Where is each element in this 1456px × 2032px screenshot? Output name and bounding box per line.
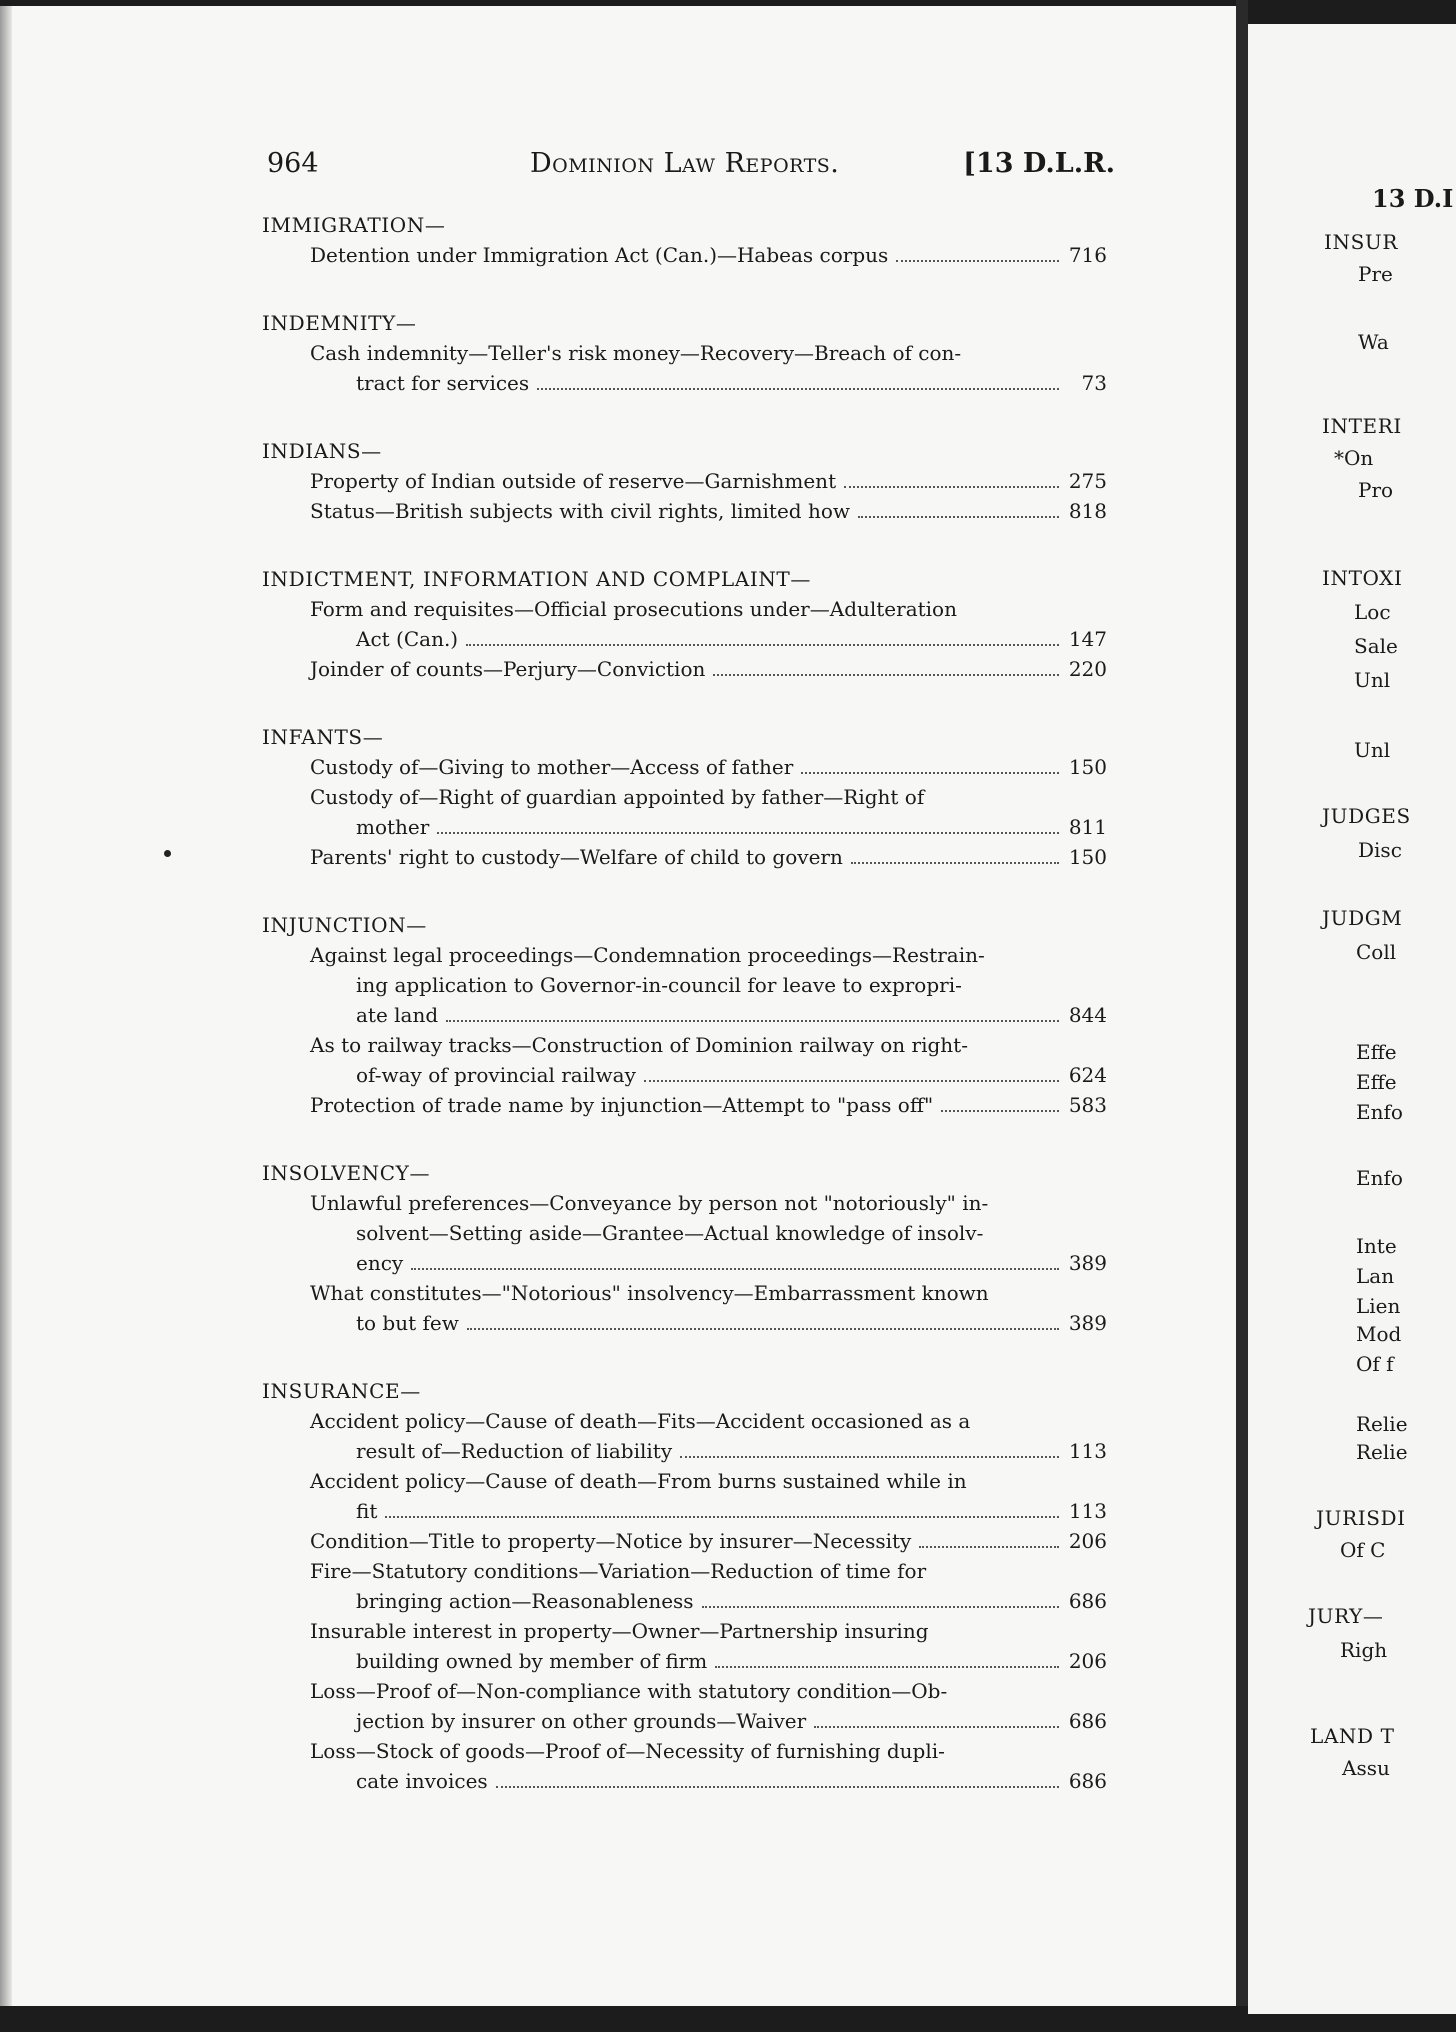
index-entry [262, 466, 1107, 496]
facing-page-fragment: Assu [1342, 1756, 1390, 1780]
leader-dots [715, 1666, 1059, 1668]
facing-page-fragment: Effe [1356, 1040, 1397, 1064]
facing-page-fragment: Lan [1356, 1264, 1395, 1288]
leader-dots [496, 1786, 1059, 1788]
facing-page-fragment: Of C [1340, 1538, 1386, 1562]
facing-page-fragment: JUDGES [1322, 804, 1411, 828]
facing-page-fragment: Pre [1358, 262, 1393, 286]
entry-text-line: Custody of—Giving to mother—Access of father [310, 755, 794, 779]
facing-page-fragment: Enfo [1356, 1166, 1403, 1190]
facing-page [1248, 24, 1456, 2014]
section-heading: INDIANS— [262, 439, 382, 463]
page-reference: 583 [1068, 1093, 1107, 1117]
leader-dots [702, 1606, 1059, 1608]
facing-page-fragment: Righ [1340, 1638, 1388, 1662]
index-entry [262, 1736, 1107, 1796]
page-reference: 624 [1068, 1063, 1107, 1087]
leader-dots [680, 1456, 1059, 1458]
entry-text-line: Accident policy—Cause of death—From burns sustained while in [310, 1469, 967, 1493]
facing-page-fragment: Relie [1356, 1412, 1408, 1436]
facing-page-fragment: Inte [1356, 1234, 1397, 1258]
facing-page-fragment: Loc [1354, 600, 1391, 624]
facing-page-fragment: INTOXI [1322, 566, 1403, 590]
index-entry [262, 240, 1107, 270]
facing-page-fragment: LAND T [1310, 1724, 1395, 1748]
page-reference: 220 [1068, 657, 1107, 681]
leader-dots [644, 1080, 1059, 1082]
leader-dots [896, 260, 1059, 262]
entry-text-line: ing application to Governor-in-council for leave to expropri- [356, 973, 962, 997]
entry-text-line: tract for services [356, 371, 530, 395]
entry-text-line: Accident policy—Cause of death—Fits—Accident occasioned as a [310, 1409, 971, 1433]
section-heading: INSOLVENCY— [262, 1161, 431, 1185]
entry-text-line: ate land [356, 1003, 439, 1027]
facing-page-fragment: Lien [1356, 1294, 1401, 1318]
page-reference: 389 [1068, 1251, 1107, 1275]
leader-dots [844, 486, 1059, 488]
index-entry [262, 594, 1107, 654]
journal-title: Dominion Law Reports. [530, 148, 840, 179]
page-reference: 686 [1068, 1709, 1107, 1733]
leader-dots [814, 1726, 1059, 1728]
entry-text-line: to but few [356, 1311, 459, 1335]
page-reference: 686 [1068, 1769, 1107, 1793]
facing-page-fragment: *On [1334, 446, 1374, 470]
entry-text-line: Form and requisites—Official prosecutions under—Adulteration [310, 597, 957, 621]
entry-text-line: bringing action—Reasonableness [356, 1589, 694, 1613]
facing-page-fragment: Sale [1354, 634, 1398, 658]
entry-text-line: Custody of—Right of guardian appointed by father—Right of [310, 785, 925, 809]
entry-text-line: building owned by member of firm [356, 1649, 708, 1673]
page-reference: 150 [1068, 845, 1107, 869]
facing-page-fragment: Disc [1358, 838, 1402, 862]
entry-text-line: cate invoices [356, 1769, 488, 1793]
facing-page-fragment: INSUR [1324, 230, 1399, 254]
index-entry [262, 752, 1107, 782]
index-entry [262, 1616, 1107, 1676]
page-reference: 206 [1068, 1649, 1107, 1673]
page-edge-shadow [0, 6, 12, 2006]
facing-page-fragment: JURY— [1308, 1604, 1384, 1628]
entry-text-line: Cash indemnity—Teller's risk money—Recovery—Breach of con- [310, 341, 962, 365]
entry-text-line: ency [356, 1251, 404, 1275]
leader-dots [919, 1546, 1059, 1548]
facing-page-fragment: JUDGM [1322, 906, 1403, 930]
page-reference: 275 [1068, 469, 1107, 493]
volume-label: [13 D.L.R. [963, 148, 1115, 179]
book-gutter [1236, 0, 1248, 2032]
entry-text-line: Condition—Title to property—Notice by insurer—Necessity [310, 1529, 912, 1553]
leader-dots [437, 832, 1059, 834]
index-entry [262, 1676, 1107, 1736]
facing-page-fragment: Unl [1354, 668, 1391, 692]
index-entry [262, 1090, 1107, 1120]
index-entry [262, 654, 1107, 684]
facing-page-fragment: JURISDI [1316, 1506, 1406, 1530]
entry-text-line: Act (Can.) [356, 627, 459, 651]
facing-page-fragment: Mod [1356, 1322, 1402, 1346]
entry-text-line: What constitutes—"Notorious" insolvency—Embarrassment known [310, 1281, 989, 1305]
index-entry [262, 940, 1107, 1030]
leader-dots [801, 772, 1059, 774]
leader-dots [411, 1268, 1059, 1270]
facing-page-header: 13 D.I [1372, 184, 1454, 213]
section-heading: INJUNCTION— [262, 913, 427, 937]
stray-ink-mark [164, 850, 171, 857]
index-content [262, 210, 1107, 1796]
facing-page-fragment: Unl [1354, 738, 1391, 762]
page-reference: 150 [1068, 755, 1107, 779]
entry-text-line: fit [356, 1499, 378, 1523]
entry-text-line: Joinder of counts—Perjury—Conviction [310, 657, 706, 681]
section-heading: INDICTMENT, INFORMATION AND COMPLAINT— [262, 567, 811, 591]
entry-text-line: Loss—Proof of—Non-compliance with statutory condition—Ob- [310, 1679, 948, 1703]
page-reference: 818 [1068, 499, 1107, 523]
page-reference: 147 [1068, 627, 1107, 651]
facing-page-fragment: Relie [1356, 1440, 1408, 1464]
page-reference: 844 [1068, 1003, 1107, 1027]
index-entry [262, 782, 1107, 842]
index-entry [262, 1030, 1107, 1090]
section-heading: IMMIGRATION— [262, 213, 446, 237]
page-reference: 73 [1081, 371, 1107, 395]
entry-text-line: Against legal proceedings—Condemnation proceedings—Restrain- [310, 943, 985, 967]
leader-dots [851, 862, 1059, 864]
entry-text-line: mother [356, 815, 430, 839]
leader-dots [941, 1110, 1059, 1112]
page-number: 964 [267, 148, 319, 179]
page-reference: 113 [1068, 1439, 1107, 1463]
leader-dots [858, 516, 1059, 518]
entry-text-line: As to railway tracks—Construction of Dominion railway on right- [310, 1033, 968, 1057]
leader-dots [446, 1020, 1059, 1022]
entry-text-line: Loss—Stock of goods—Proof of—Necessity of furnishing dupli- [310, 1739, 945, 1763]
page-reference: 716 [1068, 243, 1107, 267]
index-entry [262, 1278, 1107, 1338]
section-heading: INSURANCE— [262, 1379, 421, 1403]
section-heading: INFANTS— [262, 725, 384, 749]
leader-dots [467, 1328, 1059, 1330]
section-heading: INDEMNITY— [262, 311, 417, 335]
scan-border [0, 2006, 1456, 2032]
page-reference: 113 [1068, 1499, 1107, 1523]
entry-text-line: Protection of trade name by injunction—Attempt to "pass off" [310, 1093, 934, 1117]
leader-dots [385, 1516, 1059, 1518]
facing-page-fragment: Of f [1356, 1352, 1394, 1376]
index-entry [262, 1526, 1107, 1556]
entry-text-line: Parents' right to custody—Welfare of child to govern [310, 845, 843, 869]
index-entry [262, 496, 1107, 526]
facing-page-fragment: Wa [1358, 330, 1389, 354]
entry-text-line: jection by insurer on other grounds—Waiver [356, 1709, 807, 1733]
index-entry [262, 1406, 1107, 1466]
entry-text-line: solvent—Setting aside—Grantee—Actual knowledge of insolv- [356, 1221, 984, 1245]
leader-dots [466, 644, 1059, 646]
entry-text-line: of-way of provincial railway [356, 1063, 636, 1087]
index-entry [262, 1556, 1107, 1616]
entry-text-line: Status—British subjects with civil rights, limited how [310, 499, 850, 523]
facing-page-fragment: Coll [1356, 940, 1397, 964]
index-entry [262, 338, 1107, 398]
page-reference: 811 [1068, 815, 1107, 839]
entry-text-line: Unlawful preferences—Conveyance by person not "notoriously" in- [310, 1191, 989, 1215]
index-entry [262, 1466, 1107, 1526]
entry-text-line: Detention under Immigration Act (Can.)—Habeas corpus [310, 243, 889, 267]
facing-page-fragment: Effe [1356, 1070, 1397, 1094]
running-header [265, 148, 1115, 188]
index-entry [262, 842, 1107, 872]
leader-dots [537, 388, 1059, 390]
entry-text-line: Property of Indian outside of reserve—Garnishment [310, 469, 837, 493]
index-entry [262, 1188, 1107, 1278]
entry-text-line: Fire—Statutory conditions—Variation—Reduction of time for [310, 1559, 927, 1583]
facing-page-fragment: Pro [1358, 478, 1394, 502]
page-reference: 686 [1068, 1589, 1107, 1613]
facing-page-fragment: Enfo [1356, 1100, 1403, 1124]
entry-text-line: Insurable interest in property—Owner—Partnership insuring [310, 1619, 929, 1643]
leader-dots [713, 674, 1059, 676]
page-reference: 206 [1068, 1529, 1107, 1553]
facing-page-fragment: INTERI [1322, 414, 1402, 438]
entry-text-line: result of—Reduction of liability [356, 1439, 673, 1463]
page-reference: 389 [1068, 1311, 1107, 1335]
